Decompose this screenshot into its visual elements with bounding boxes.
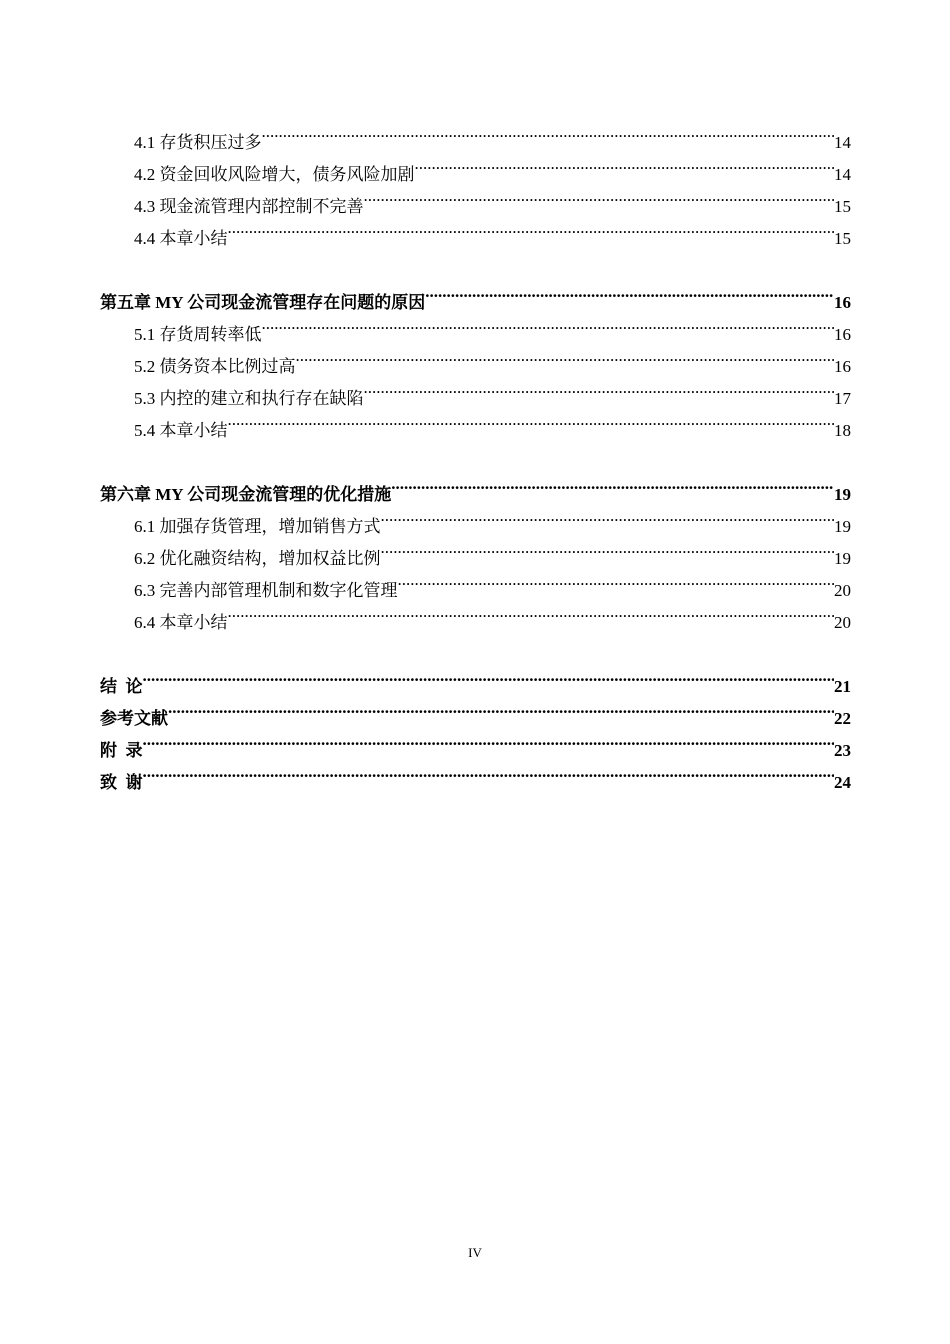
toc-entry-label: 5.1 存货周转率低 bbox=[134, 325, 262, 344]
toc-entry-label: 4.1 存货积压过多 bbox=[134, 133, 262, 152]
toc-entry-label: 参考文献 bbox=[100, 709, 168, 728]
toc-entry-label: 5.4 本章小结 bbox=[134, 421, 228, 440]
toc-entry-label: 结 论 bbox=[100, 677, 143, 696]
toc-entry-label: 6.4 本章小结 bbox=[134, 613, 228, 632]
toc-leader-dots bbox=[228, 404, 835, 436]
toc-leader-dots bbox=[228, 596, 835, 628]
toc-chapter-entry[interactable] bbox=[100, 468, 851, 504]
toc-chapter-entry[interactable] bbox=[100, 276, 851, 312]
toc-entry-label: 4.3 现金流管理内部控制不完善 bbox=[134, 197, 364, 216]
toc-leader-dots bbox=[296, 340, 835, 372]
toc-leader-dots bbox=[262, 308, 835, 340]
toc-entry-page: 16 bbox=[834, 325, 851, 344]
toc-leader-dots bbox=[168, 692, 834, 724]
toc-acknowledgements-entry[interactable] bbox=[100, 756, 851, 792]
toc-entry-label: 致 谢 bbox=[100, 773, 143, 792]
toc-entry-label: 4.4 本章小结 bbox=[134, 229, 228, 248]
toc-leader-dots bbox=[143, 756, 835, 788]
toc-entry-page: 22 bbox=[834, 709, 851, 728]
toc-leader-dots bbox=[143, 724, 835, 756]
page-number: IV bbox=[468, 1245, 482, 1260]
toc-entry-label: 第五章 MY 公司现金流管理存在问题的原因 bbox=[100, 293, 426, 312]
toc-entry[interactable] bbox=[100, 116, 851, 152]
toc-leader-dots bbox=[425, 276, 834, 308]
toc-entry-page: 14 bbox=[834, 133, 851, 152]
toc-entry-label: 4.2 资金回收风险增大，债务风险加剧 bbox=[134, 165, 415, 184]
toc-appendix-entry[interactable] bbox=[100, 724, 851, 760]
toc-leader-dots bbox=[364, 372, 835, 404]
toc-entry-label: 6.3 完善内部管理机制和数字化管理 bbox=[134, 581, 398, 600]
toc-entry-page: 24 bbox=[834, 773, 851, 792]
toc-entry-page: 19 bbox=[834, 549, 851, 568]
toc-entry-page: 20 bbox=[834, 613, 851, 632]
toc-leader-dots bbox=[381, 500, 835, 532]
toc-leader-dots bbox=[262, 116, 835, 148]
toc-conclusion-entry[interactable] bbox=[100, 660, 851, 696]
toc-references-entry[interactable] bbox=[100, 692, 851, 728]
toc-leader-dots bbox=[415, 148, 835, 180]
toc-group-chapter-4 bbox=[100, 116, 851, 248]
toc-entry-page: 21 bbox=[834, 677, 851, 696]
toc-entry-page: 16 bbox=[834, 293, 851, 312]
toc-entry-page: 16 bbox=[834, 357, 851, 376]
toc-entry-page: 14 bbox=[834, 165, 851, 184]
toc-entry-label: 附 录 bbox=[100, 741, 143, 760]
toc-entry-page: 19 bbox=[834, 517, 851, 536]
toc-entry-label: 第六章 MY 公司现金流管理的优化措施 bbox=[100, 485, 392, 504]
toc-entry-page: 20 bbox=[834, 581, 851, 600]
toc-group-chapter-6 bbox=[100, 468, 851, 632]
toc-leader-dots bbox=[143, 660, 835, 692]
toc-leader-dots bbox=[381, 532, 835, 564]
table-of-contents bbox=[100, 116, 851, 820]
toc-entry-page: 19 bbox=[834, 485, 851, 504]
toc-leader-dots bbox=[398, 564, 835, 596]
toc-entry-page: 15 bbox=[834, 197, 851, 216]
toc-entry-label: 6.2 优化融资结构，增加权益比例 bbox=[134, 549, 381, 568]
toc-entry-page: 15 bbox=[834, 229, 851, 248]
toc-entry-page: 23 bbox=[834, 741, 851, 760]
toc-leader-dots bbox=[391, 468, 834, 500]
toc-group-chapter-5 bbox=[100, 276, 851, 440]
toc-leader-dots bbox=[228, 212, 835, 244]
toc-entry-label: 5.3 内控的建立和执行存在缺陷 bbox=[134, 389, 364, 408]
toc-leader-dots bbox=[364, 180, 835, 212]
toc-group-back-matter bbox=[100, 660, 851, 792]
toc-entry-page: 17 bbox=[834, 389, 851, 408]
toc-entry-label: 5.2 债务资本比例过高 bbox=[134, 357, 296, 376]
toc-entry-label: 6.1 加强存货管理，增加销售方式 bbox=[134, 517, 381, 536]
toc-entry-page: 18 bbox=[834, 421, 851, 440]
